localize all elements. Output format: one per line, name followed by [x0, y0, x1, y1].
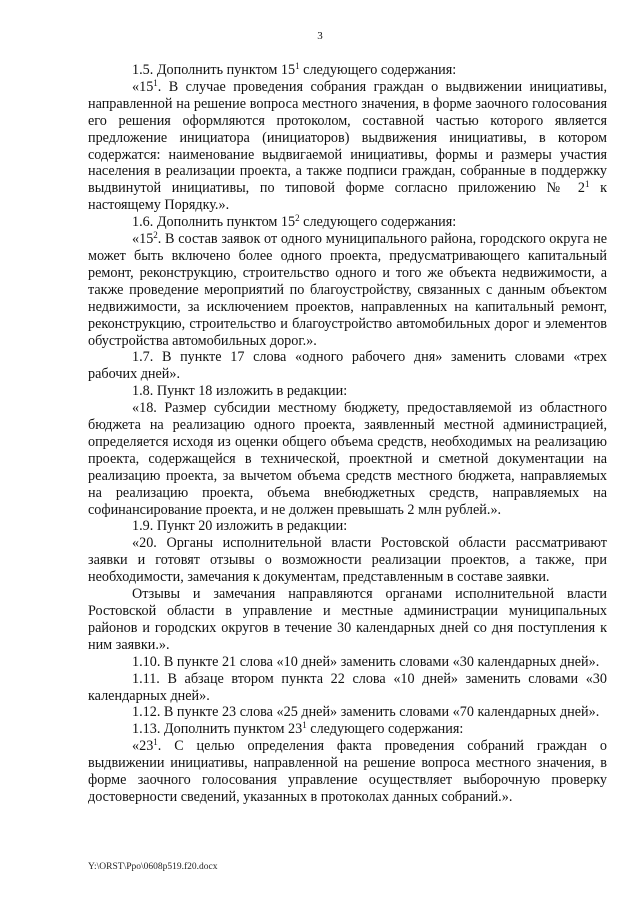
superscript: 1	[153, 737, 158, 748]
paragraph-1-7: 1.7. В пункте 17 слова «одного рабочего дня» заменить словами «трех рабочих дней».	[88, 349, 607, 383]
paragraph-20: «20. Органы исполнительной власти Ростовской области рассматривают заявки и готовят отзывы о возможности реализации проектов, а также, при необходимости, замечания к документам, представленным в составе заявки.	[88, 535, 607, 586]
paragraph-text: «15	[132, 78, 154, 95]
footer-file-path: Y:\ORST\Ppo\0608p519.f20.docx	[88, 862, 218, 872]
paragraph-1-10: 1.10. В пункте 21 слова «10 дней» заменить словами «30 календарных дней».	[132, 653, 600, 670]
paragraph-text: 1.13. Дополнить пунктом 23	[132, 721, 303, 738]
page-number: 3	[317, 30, 323, 42]
document-body	[88, 62, 607, 806]
paragraph-text: «23	[132, 738, 154, 755]
paragraph-text: следующего содержания:	[299, 214, 457, 231]
paragraph-text: к настоящему Порядку.».	[88, 180, 607, 214]
paragraph-text: . В случае проведения собрания граждан о выдвижении инициативы, направленной на решение вопроса местного значения, в форме заочного голосования его решения оформляются протоколом, составной частью которого является предложение инициатора (инициаторов) выдвижения инициативы, в котором содержатся: наименование выдвигаемой инициативы, формы и размеры участия населения в реализации проекта, а также подписи граждан, собранные в поддержку выдвинутой инициативы, по типовой форме согласно приложению № 2	[88, 78, 607, 197]
paragraph-1-12: 1.12. В пункте 23 слова «25 дней» заменить словами «70 календарных дней».	[132, 704, 600, 721]
paragraph-1-9: 1.9. Пункт 20 изложить в редакции:	[132, 518, 348, 535]
paragraph-text: следующего содержания:	[306, 721, 464, 738]
paragraph-text: «15	[132, 231, 154, 248]
paragraph-15-1	[88, 79, 607, 214]
superscript: 1	[153, 77, 158, 88]
paragraph-15-2	[88, 231, 607, 349]
paragraph-1-6	[88, 214, 607, 231]
paragraph-text: следующего содержания:	[299, 62, 457, 78]
paragraph-20-reviews: Отзывы и замечания направляются органами исполнительной власти Ростовской области в управление и местные администрации муниципальных районов и городских округов в течение 30 календарных дней со дня поступления к ним заявки.».	[88, 586, 607, 653]
paragraph-text: . В состав заявок от одного муниципального района, городского округа не может быть включено более одного проекта, предусматривающего капитальный ремонт, реконструкцию, строительство одного и того же объекта недвижимости, а также проведение мероприятий по благоустройству, связанных с данным объектом недвижимости, за исключением проектов, направленных на капитальный ремонт, реконструкцию, строительство и благоустройство автомобильных дорог и элементов обустройства автомобильных дорог.».	[88, 231, 607, 349]
paragraph-1-11: 1.11. В абзаце втором пункта 22 слова «10 дней» заменить словами «30 календарных дней».	[88, 670, 607, 704]
paragraph-text: 1.5. Дополнить пунктом 15	[132, 62, 296, 78]
superscript: 1	[302, 720, 307, 731]
superscript: 1	[584, 179, 590, 190]
superscript: 1	[295, 61, 300, 71]
paragraph-18: «18. Размер субсидии местному бюджету, предоставляемой из областного бюджета на реализацию одного проекта, заявленный местной администрацией, определяется исходя из оценки общего объема средств, необходимых на реализацию проекта, содержащейся в технической, проектной и сметной документации на реализацию проекта, за вычетом объема средств местного бюджета, направляемых на реализацию проекта, объема внебюджетных средств, направляемых на софинансирование проекта, и не должен превышать 2 млн рублей.».	[88, 400, 607, 518]
paragraph-text: 1.6. Дополнить пунктом 15	[132, 214, 296, 231]
paragraph-text: . С целью определения факта проведения собраний граждан о выдвижении инициативы, направленной на решение вопроса местного значения, в форме заочного голосования управление осуществляет выборочную проверку достоверности сведений, указанных в протоколах данных собраний.».	[88, 738, 607, 805]
superscript: 2	[295, 213, 300, 224]
superscript: 2	[153, 230, 158, 241]
paragraph-1-13	[88, 721, 607, 738]
paragraph-23-1	[88, 738, 607, 806]
paragraph-1-8: 1.8. Пункт 18 изложить в редакции:	[132, 383, 348, 400]
paragraph-1-5	[88, 62, 607, 79]
